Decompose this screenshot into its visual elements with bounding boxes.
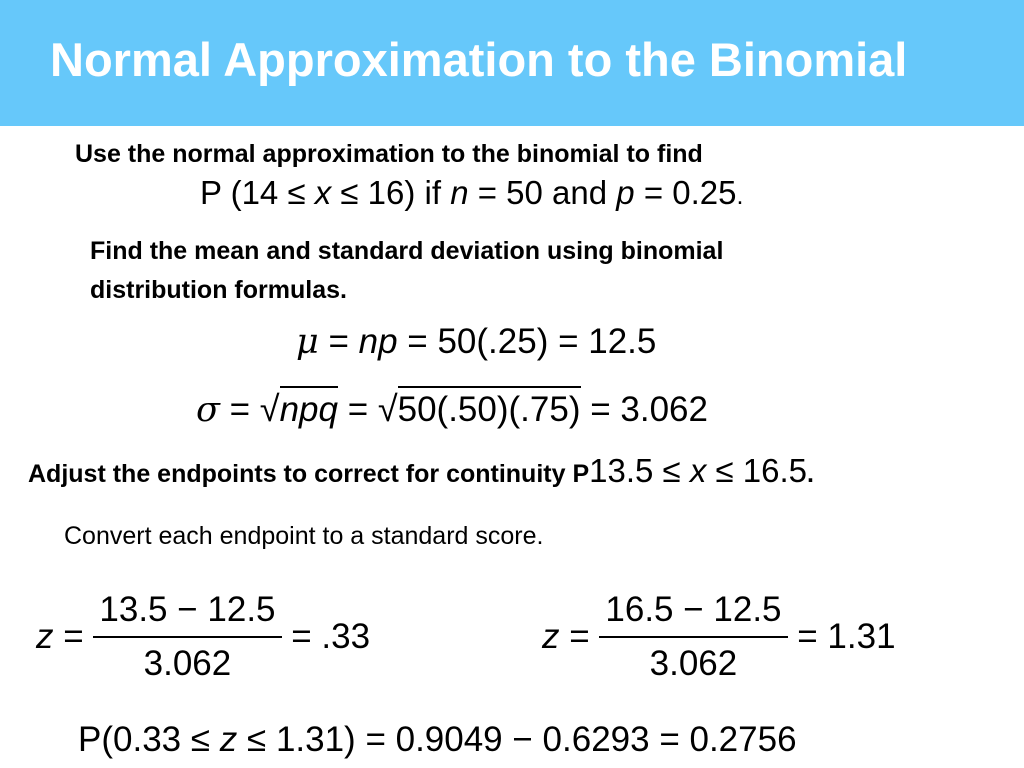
z2-denominator: 3.062	[649, 644, 738, 683]
mu-np: np	[358, 322, 398, 361]
mu-eq1: =	[318, 322, 359, 361]
z1-result: = .33	[281, 617, 371, 656]
z1-fraction	[93, 590, 281, 684]
z2-fraction	[599, 590, 787, 684]
z2-result: = 1.31	[787, 617, 896, 656]
continuity-line	[28, 452, 814, 490]
z1-eq: =	[53, 617, 94, 656]
problem-p-open: P (14 ≤	[200, 174, 315, 211]
sigma-npq: npq	[280, 386, 338, 430]
z2-numerator: 16.5 − 12.5	[599, 590, 787, 638]
continuity-text: Adjust the endpoints to correct for continuity P	[28, 460, 590, 488]
final-post: ≤ 1.31) = 0.9049 − 0.6293 = 0.2756	[237, 720, 797, 759]
problem-p: p	[616, 174, 635, 211]
mu-rest: = 50(.25) = 12.5	[397, 322, 657, 361]
mu-equation	[296, 322, 656, 362]
title-banner	[0, 0, 1024, 126]
problem-period: .	[736, 182, 744, 210]
sigma-rest: = 3.062	[580, 390, 708, 429]
mean-instruction-line1: Find the mean and standard deviation using binomial	[90, 237, 724, 265]
z2-symbol: z	[542, 617, 560, 656]
radical-icon-2: √	[377, 388, 398, 429]
radical-icon: √	[259, 388, 280, 429]
problem-p-eq: = 0.25	[634, 174, 737, 211]
sigma-inner: 50(.50)(.75)	[398, 386, 581, 430]
mu-symbol: μ	[296, 322, 319, 362]
continuity-x: x	[689, 452, 707, 489]
z1-equation	[36, 590, 370, 684]
mean-instruction-line2: distribution formulas.	[90, 276, 347, 304]
final-z: z	[219, 720, 238, 759]
z1-symbol: z	[36, 617, 54, 656]
z1-denominator: 3.062	[143, 644, 232, 683]
problem-n-eq: = 50 and	[468, 174, 617, 211]
continuity-math-pre: 13.5 ≤	[589, 452, 690, 489]
continuity-math-post: ≤ 16.5	[706, 452, 807, 489]
final-probability	[78, 720, 797, 760]
sqrt-npq	[260, 386, 338, 430]
problem-x: x	[314, 174, 332, 211]
sigma-equation	[196, 386, 708, 430]
problem-n: n	[450, 174, 469, 211]
sigma-eq2: =	[337, 390, 378, 429]
sigma-eq1: =	[219, 390, 260, 429]
sqrt-values	[378, 386, 581, 430]
continuity-period: .	[807, 460, 814, 488]
problem-le: ≤ 16) if	[331, 174, 451, 211]
problem-statement	[200, 174, 743, 212]
z2-eq: =	[559, 617, 600, 656]
final-pre: P(0.33 ≤	[78, 720, 220, 759]
z1-numerator: 13.5 − 12.5	[93, 590, 281, 638]
z2-equation	[542, 590, 896, 684]
intro-text: Use the normal approximation to the binomial to find	[75, 140, 703, 168]
sigma-symbol: σ	[196, 390, 220, 430]
slide-title: Normal Approximation to the Binomial	[50, 33, 908, 86]
convert-text: Convert each endpoint to a standard score.	[64, 522, 544, 550]
